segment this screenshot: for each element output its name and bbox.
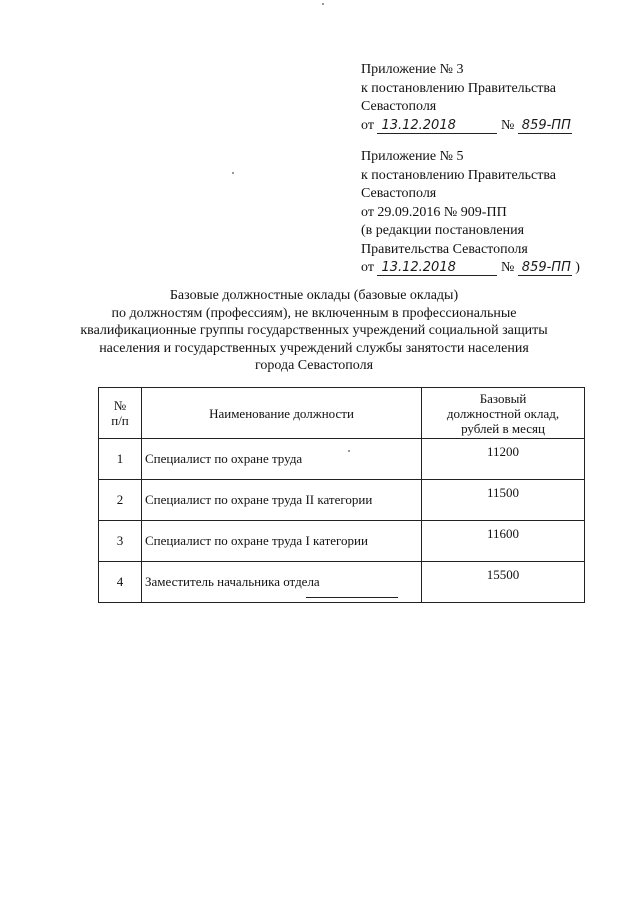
appendix-3-line: к постановлению Правительства — [361, 80, 557, 96]
row-position: Специалист по охране труда — [142, 439, 422, 480]
header-salary-line: Базовый — [479, 390, 527, 406]
appendix-3-header — [361, 61, 572, 135]
table-row — [99, 521, 585, 562]
header-salary-line: рублей в месяц — [461, 420, 545, 436]
row-num: 2 — [99, 480, 142, 521]
row-salary: 15500 — [422, 562, 585, 603]
title-line: Базовые должностные оклады (базовые оклады) — [169, 288, 459, 303]
scan-speck — [348, 450, 350, 452]
row-num: 3 — [99, 521, 142, 562]
appendix-3-date-line — [361, 117, 572, 136]
appendix-5-line: от 29.09.2016 № 909-ПП — [361, 204, 507, 220]
row-num: 4 — [99, 562, 142, 603]
row-salary: 11500 — [422, 480, 585, 521]
row-salary: 11600 — [422, 521, 585, 562]
appendix-5-line: к постановлению Правительства — [361, 167, 557, 183]
appendix-5-line: Правительства Севастополя — [361, 241, 528, 257]
row-position: Специалист по охране труда II категории — [142, 480, 422, 521]
scan-speck — [322, 3, 324, 5]
closing-paren: ) — [575, 260, 580, 275]
header-salary — [422, 388, 585, 439]
document-title — [80, 287, 548, 375]
number-label: № — [500, 260, 515, 275]
row-num: 1 — [99, 439, 142, 480]
header-salary-line: должностной оклад, — [446, 405, 560, 421]
from-label: от — [361, 117, 374, 133]
header-name: Наименование должности — [142, 388, 422, 439]
appendix-5-line: (в редакции постановления — [361, 223, 525, 238]
appendix-5-title: Приложение № 5 — [361, 149, 464, 164]
header-num-line: п/п — [111, 413, 129, 428]
handwritten-date: 13.12.2018 — [377, 261, 497, 276]
table-row — [99, 480, 585, 521]
row-salary: 11200 — [422, 439, 585, 480]
header-num — [99, 388, 142, 439]
table-header-row — [99, 388, 585, 439]
handwritten-date: 13.12.2018 — [377, 119, 497, 134]
title-line: населения и государственных учреждений службы занятости населения — [99, 340, 529, 356]
row-position: Заместитель начальника отдела — [142, 562, 422, 603]
salary-table — [98, 387, 585, 603]
appendix-5-date-line — [361, 259, 580, 278]
from-label: от — [361, 260, 374, 275]
appendix-5-header — [361, 148, 580, 278]
appendix-5-line: Севастополя — [361, 186, 437, 201]
appendix-3-title: Приложение № 3 — [361, 62, 464, 77]
table-row — [99, 439, 585, 480]
scan-speck — [232, 172, 234, 174]
header-num-line: № — [113, 398, 127, 413]
title-line: города Севастополя — [254, 358, 374, 373]
title-line: квалификационные группы государственных учреждений социальной защиты — [80, 323, 548, 338]
number-label: № — [500, 117, 515, 133]
title-line: по должностям (профессиям), не включенным в профессиональные — [111, 305, 517, 321]
closing-rule — [306, 597, 398, 598]
appendix-3-line: Севастополя — [361, 99, 437, 114]
handwritten-number: 859-ПП — [518, 261, 572, 276]
handwritten-number: 859-ПП — [518, 119, 572, 134]
row-position: Специалист по охране труда I категории — [142, 521, 422, 562]
